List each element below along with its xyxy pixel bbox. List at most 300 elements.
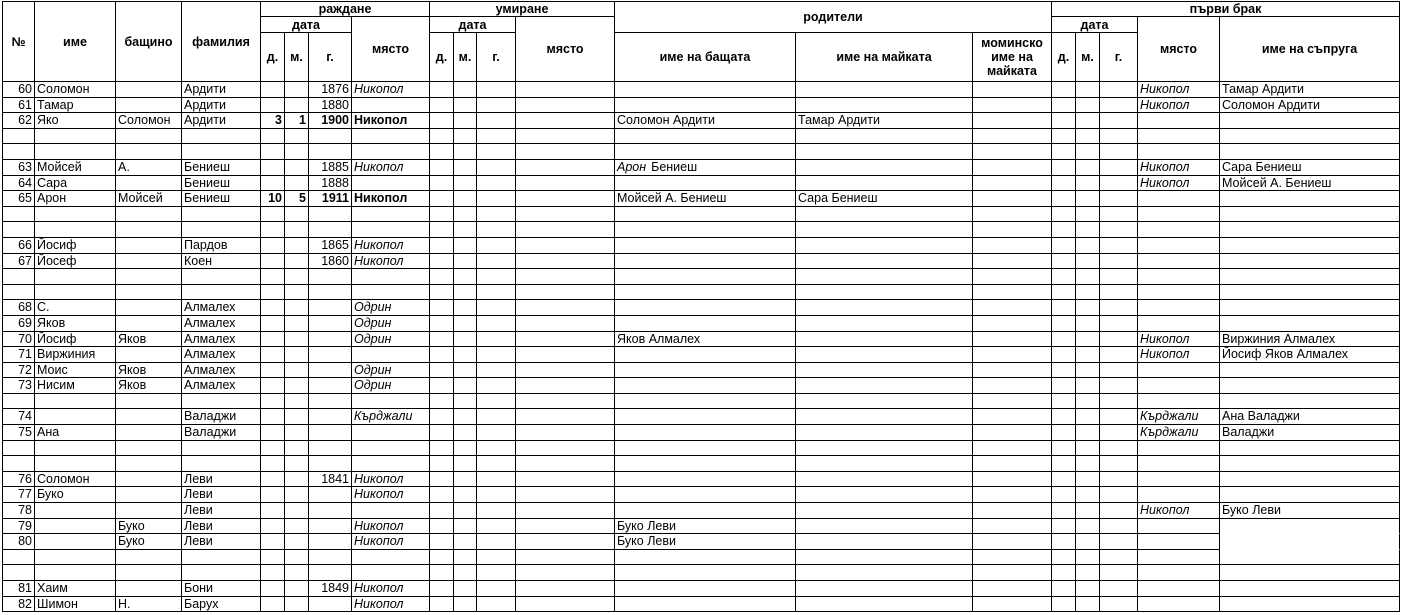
cell-father-name <box>615 394 796 410</box>
cell-birth-day <box>261 82 285 98</box>
cell-marriage-year <box>1100 129 1138 145</box>
cell-number <box>3 394 35 410</box>
cell-death-day <box>430 550 454 566</box>
cell-death-month <box>454 565 477 581</box>
cell-birth-month <box>285 409 309 425</box>
cell-marriage-day <box>1052 285 1076 301</box>
cell-father-name: Соломон Ардити <box>615 113 796 129</box>
cell-birth-place: Одрин <box>352 300 430 316</box>
header-death-date: дата <box>430 17 516 33</box>
cell-mother-maiden-name <box>973 363 1052 379</box>
cell-marriage-place <box>1138 394 1220 410</box>
cell-spouse-name <box>1220 487 1400 503</box>
cell-marriage-place: Кърджали <box>1138 409 1220 425</box>
cell-death-day <box>430 207 454 223</box>
cell-death-day <box>430 534 454 550</box>
cell-mother-name <box>796 565 973 581</box>
cell-marriage-month <box>1076 425 1100 441</box>
cell-marriage-place <box>1138 550 1220 566</box>
cell-patronymic <box>116 238 182 254</box>
cell-marriage-year <box>1100 581 1138 597</box>
cell-number: 75 <box>3 425 35 441</box>
cell-surname <box>182 285 261 301</box>
cell-death-day <box>430 316 454 332</box>
cell-mother-name <box>796 347 973 363</box>
cell-marriage-day <box>1052 332 1076 348</box>
cell-death-month <box>454 597 477 613</box>
cell-death-day <box>430 238 454 254</box>
cell-birth-year: 1888 <box>309 176 352 192</box>
cell-marriage-place: Никопол <box>1138 98 1220 114</box>
cell-mother-name <box>796 285 973 301</box>
cell-name: Тамар <box>35 98 116 114</box>
cell-number: 68 <box>3 300 35 316</box>
cell-surname <box>182 456 261 472</box>
cell-patronymic: Буко <box>116 519 182 535</box>
cell-death-day <box>430 82 454 98</box>
cell-marriage-year <box>1100 441 1138 457</box>
cell-birth-month <box>285 238 309 254</box>
cell-father-name <box>615 129 796 145</box>
cell-marriage-month <box>1076 316 1100 332</box>
header-father-name: име на бащата <box>615 33 796 82</box>
cell-birth-year <box>309 394 352 410</box>
cell-birth-year <box>309 269 352 285</box>
cell-marriage-month <box>1076 456 1100 472</box>
cell-birth-month <box>285 456 309 472</box>
cell-patronymic <box>116 565 182 581</box>
cell-spouse-name <box>1220 550 1400 566</box>
cell-marriage-year <box>1100 254 1138 270</box>
cell-name <box>35 394 116 410</box>
cell-mother-maiden-name <box>973 394 1052 410</box>
cell-marriage-day <box>1052 98 1076 114</box>
cell-marriage-year <box>1100 316 1138 332</box>
cell-death-month <box>454 378 477 394</box>
cell-marriage-place <box>1138 254 1220 270</box>
cell-marriage-month <box>1076 238 1100 254</box>
cell-death-month <box>454 316 477 332</box>
cell-death-month <box>454 300 477 316</box>
cell-number <box>3 550 35 566</box>
cell-birth-year <box>309 300 352 316</box>
cell-marriage-place <box>1138 472 1220 488</box>
cell-father-name <box>615 285 796 301</box>
cell-marriage-day <box>1052 207 1076 223</box>
cell-death-place <box>516 300 615 316</box>
cell-father-name <box>615 363 796 379</box>
cell-birth-month: 5 <box>285 191 309 207</box>
cell-death-month <box>454 456 477 472</box>
cell-birth-month <box>285 394 309 410</box>
cell-birth-day: 10 <box>261 191 285 207</box>
cell-spouse-name: Тамар Ардити <box>1220 82 1400 98</box>
cell-number: 82 <box>3 597 35 613</box>
cell-birth-month <box>285 332 309 348</box>
cell-name: Соломон <box>35 472 116 488</box>
cell-birth-year <box>309 144 352 160</box>
cell-marriage-day <box>1052 363 1076 379</box>
cell-mother-name <box>796 300 973 316</box>
cell-death-place <box>516 487 615 503</box>
cell-marriage-place: Никопол <box>1138 176 1220 192</box>
cell-death-year <box>477 597 516 613</box>
cell-death-place <box>516 597 615 613</box>
cell-mother-name <box>796 503 973 519</box>
cell-birth-year <box>309 285 352 301</box>
header-parents-group: родители <box>615 2 1052 33</box>
cell-father-name <box>615 316 796 332</box>
cell-death-place <box>516 332 615 348</box>
cell-death-place <box>516 519 615 535</box>
cell-number: 78 <box>3 503 35 519</box>
cell-birth-day <box>261 254 285 270</box>
cell-marriage-month <box>1076 82 1100 98</box>
cell-death-place <box>516 254 615 270</box>
cell-marriage-place <box>1138 207 1220 223</box>
cell-mother-maiden-name <box>973 332 1052 348</box>
cell-death-month <box>454 534 477 550</box>
cell-death-place <box>516 98 615 114</box>
cell-marriage-place <box>1138 378 1220 394</box>
cell-marriage-place <box>1138 456 1220 472</box>
cell-birth-day <box>261 98 285 114</box>
genealogy-table <box>2 1 1400 612</box>
cell-birth-month <box>285 316 309 332</box>
cell-patronymic: Яков <box>116 363 182 379</box>
cell-surname: Ардити <box>182 113 261 129</box>
cell-death-year <box>477 269 516 285</box>
cell-birth-place: Кърджали <box>352 409 430 425</box>
cell-number: 65 <box>3 191 35 207</box>
cell-patronymic: Соломон <box>116 113 182 129</box>
cell-father-name <box>615 300 796 316</box>
cell-spouse-name: Йосиф Яков Алмалех <box>1220 347 1400 363</box>
cell-mother-name <box>796 378 973 394</box>
cell-birth-place <box>352 144 430 160</box>
cell-death-month <box>454 425 477 441</box>
cell-marriage-month <box>1076 378 1100 394</box>
cell-marriage-place <box>1138 285 1220 301</box>
cell-name: Шимон <box>35 597 116 613</box>
cell-name <box>35 207 116 223</box>
cell-death-month <box>454 98 477 114</box>
cell-birth-month <box>285 441 309 457</box>
cell-mother-maiden-name <box>973 597 1052 613</box>
cell-marriage-month <box>1076 144 1100 160</box>
cell-birth-year: 1841 <box>309 472 352 488</box>
cell-marriage-month <box>1076 409 1100 425</box>
cell-number <box>3 456 35 472</box>
cell-name <box>35 534 116 550</box>
header-birth-place: място <box>352 17 430 82</box>
cell-marriage-day <box>1052 347 1076 363</box>
cell-mother-name <box>796 519 973 535</box>
cell-death-month <box>454 472 477 488</box>
cell-mother-name <box>796 254 973 270</box>
cell-marriage-day <box>1052 394 1076 410</box>
cell-surname <box>182 441 261 457</box>
cell-name <box>35 565 116 581</box>
cell-marriage-year <box>1100 456 1138 472</box>
cell-death-day <box>430 222 454 238</box>
cell-death-day <box>430 363 454 379</box>
cell-patronymic <box>116 207 182 223</box>
cell-birth-year <box>309 519 352 535</box>
cell-father-name <box>615 222 796 238</box>
cell-death-place <box>516 176 615 192</box>
cell-name: Яко <box>35 113 116 129</box>
cell-death-day <box>430 191 454 207</box>
cell-marriage-day <box>1052 378 1076 394</box>
header-marriage-day: д. <box>1052 33 1076 82</box>
cell-marriage-month <box>1076 176 1100 192</box>
cell-marriage-month <box>1076 565 1100 581</box>
cell-marriage-day <box>1052 519 1076 535</box>
cell-death-year <box>477 394 516 410</box>
header-marriage-place: място <box>1138 17 1220 82</box>
cell-marriage-day <box>1052 581 1076 597</box>
cell-marriage-year <box>1100 285 1138 301</box>
cell-marriage-year <box>1100 222 1138 238</box>
cell-marriage-month <box>1076 519 1100 535</box>
cell-birth-month <box>285 176 309 192</box>
cell-death-place <box>516 144 615 160</box>
cell-birth-place: Никопол <box>352 519 430 535</box>
cell-patronymic <box>116 176 182 192</box>
cell-spouse-name <box>1220 300 1400 316</box>
cell-death-place <box>516 113 615 129</box>
cell-birth-month <box>285 363 309 379</box>
cell-mother-maiden-name <box>973 98 1052 114</box>
cell-marriage-day <box>1052 456 1076 472</box>
cell-father-name <box>615 144 796 160</box>
cell-birth-year <box>309 534 352 550</box>
cell-mother-maiden-name <box>973 565 1052 581</box>
cell-birth-day <box>261 597 285 613</box>
cell-marriage-year <box>1100 394 1138 410</box>
cell-birth-month <box>285 581 309 597</box>
cell-death-place <box>516 347 615 363</box>
cell-birth-day <box>261 456 285 472</box>
cell-patronymic <box>116 425 182 441</box>
cell-spouse-name <box>1220 441 1400 457</box>
cell-marriage-place <box>1138 597 1220 613</box>
cell-name: С. <box>35 300 116 316</box>
cell-death-month <box>454 176 477 192</box>
cell-birth-day <box>261 347 285 363</box>
cell-number: 66 <box>3 238 35 254</box>
cell-mother-maiden-name <box>973 285 1052 301</box>
cell-marriage-year <box>1100 98 1138 114</box>
cell-number: 62 <box>3 113 35 129</box>
cell-number <box>3 129 35 145</box>
cell-birth-place <box>352 347 430 363</box>
cell-marriage-place <box>1138 534 1220 550</box>
cell-father-name: Буко Леви <box>615 519 796 535</box>
cell-father-name <box>615 347 796 363</box>
cell-birth-year <box>309 207 352 223</box>
cell-death-year <box>477 82 516 98</box>
cell-marriage-day <box>1052 503 1076 519</box>
cell-surname: Алмалех <box>182 363 261 379</box>
cell-spouse-name <box>1220 238 1400 254</box>
cell-father-given-name: Арон <box>617 159 647 174</box>
cell-patronymic <box>116 144 182 160</box>
cell-mother-maiden-name <box>973 425 1052 441</box>
cell-name: Ана <box>35 425 116 441</box>
cell-mother-maiden-name <box>973 176 1052 192</box>
cell-marriage-day <box>1052 113 1076 129</box>
cell-surname: Валаджи <box>182 409 261 425</box>
cell-birth-year <box>309 425 352 441</box>
cell-marriage-day <box>1052 487 1076 503</box>
cell-marriage-day <box>1052 222 1076 238</box>
cell-spouse-name: Валаджи <box>1220 425 1400 441</box>
cell-death-place <box>516 129 615 145</box>
cell-birth-month <box>285 207 309 223</box>
cell-death-place <box>516 363 615 379</box>
cell-marriage-place <box>1138 129 1220 145</box>
cell-death-place <box>516 550 615 566</box>
cell-surname: Бениеш <box>182 191 261 207</box>
cell-marriage-day <box>1052 472 1076 488</box>
cell-spouse-name <box>1220 254 1400 270</box>
cell-death-month <box>454 254 477 270</box>
cell-mother-maiden-name <box>973 472 1052 488</box>
cell-birth-month <box>285 378 309 394</box>
cell-father-name <box>615 550 796 566</box>
cell-marriage-month <box>1076 129 1100 145</box>
cell-death-month <box>454 550 477 566</box>
cell-father-name: Буко Леви <box>615 534 796 550</box>
cell-death-month <box>454 129 477 145</box>
cell-birth-day <box>261 519 285 535</box>
cell-spouse-name <box>1220 378 1400 394</box>
cell-marriage-day <box>1052 409 1076 425</box>
cell-death-place <box>516 316 615 332</box>
cell-marriage-month <box>1076 441 1100 457</box>
cell-birth-place <box>352 503 430 519</box>
cell-birth-place <box>352 565 430 581</box>
cell-spouse-name <box>1220 534 1400 550</box>
cell-death-day <box>430 378 454 394</box>
cell-mother-maiden-name <box>973 300 1052 316</box>
cell-birth-month <box>285 129 309 145</box>
cell-marriage-year <box>1100 160 1138 176</box>
cell-death-day <box>430 581 454 597</box>
cell-number: 70 <box>3 332 35 348</box>
cell-surname: Леви <box>182 519 261 535</box>
header-death-year: г. <box>477 33 516 82</box>
cell-death-year <box>477 207 516 223</box>
cell-mother-maiden-name <box>973 82 1052 98</box>
cell-birth-place: Никопол <box>352 534 430 550</box>
cell-marriage-place: Никопол <box>1138 160 1220 176</box>
cell-birth-month <box>285 487 309 503</box>
cell-spouse-name <box>1220 207 1400 223</box>
cell-death-month <box>454 332 477 348</box>
cell-marriage-year <box>1100 191 1138 207</box>
cell-death-year <box>477 409 516 425</box>
cell-death-year <box>477 144 516 160</box>
cell-marriage-place <box>1138 222 1220 238</box>
cell-death-month <box>454 207 477 223</box>
cell-number: 77 <box>3 487 35 503</box>
cell-mother-maiden-name <box>973 441 1052 457</box>
cell-mother-maiden-name <box>973 581 1052 597</box>
cell-spouse-name <box>1220 113 1400 129</box>
cell-name <box>35 129 116 145</box>
header-mother-maiden-name: моминско име на майката <box>973 33 1052 82</box>
cell-death-year <box>477 519 516 535</box>
cell-death-day <box>430 176 454 192</box>
cell-father-name <box>615 82 796 98</box>
cell-surname: Алмалех <box>182 332 261 348</box>
cell-death-place <box>516 456 615 472</box>
cell-marriage-day <box>1052 176 1076 192</box>
cell-birth-day <box>261 409 285 425</box>
cell-birth-place: Никопол <box>352 487 430 503</box>
cell-patronymic <box>116 269 182 285</box>
cell-number <box>3 565 35 581</box>
cell-death-day <box>430 565 454 581</box>
header-death-month: м. <box>454 33 477 82</box>
cell-birth-place <box>352 441 430 457</box>
cell-birth-day <box>261 565 285 581</box>
cell-birth-month <box>285 550 309 566</box>
cell-name: Виржиния <box>35 347 116 363</box>
cell-number: 60 <box>3 82 35 98</box>
cell-birth-month <box>285 425 309 441</box>
cell-father-name <box>615 425 796 441</box>
cell-number: 79 <box>3 519 35 535</box>
cell-birth-month <box>285 144 309 160</box>
cell-death-month <box>454 269 477 285</box>
cell-spouse-name <box>1220 565 1400 581</box>
cell-name <box>35 222 116 238</box>
header-death-group: умиране <box>430 2 615 17</box>
cell-name: Нисим <box>35 378 116 394</box>
cell-death-day <box>430 113 454 129</box>
cell-birth-day <box>261 129 285 145</box>
cell-birth-day: 3 <box>261 113 285 129</box>
cell-marriage-month <box>1076 347 1100 363</box>
cell-death-day <box>430 425 454 441</box>
cell-spouse-name <box>1220 222 1400 238</box>
cell-death-year <box>477 238 516 254</box>
cell-death-day <box>430 441 454 457</box>
cell-marriage-year <box>1100 425 1138 441</box>
header-birth-day: д. <box>261 33 285 82</box>
cell-mother-name <box>796 363 973 379</box>
cell-mother-maiden-name <box>973 113 1052 129</box>
header-name: име <box>35 2 116 82</box>
cell-death-month <box>454 113 477 129</box>
cell-surname: Ардити <box>182 82 261 98</box>
cell-father-name <box>615 565 796 581</box>
cell-surname: Бениеш <box>182 160 261 176</box>
cell-mother-name <box>796 316 973 332</box>
cell-marriage-month <box>1076 98 1100 114</box>
cell-mother-maiden-name <box>973 207 1052 223</box>
cell-patronymic <box>116 441 182 457</box>
cell-mother-name <box>796 597 973 613</box>
cell-death-month <box>454 487 477 503</box>
cell-marriage-month <box>1076 160 1100 176</box>
cell-birth-year <box>309 441 352 457</box>
cell-surname: Алмалех <box>182 300 261 316</box>
